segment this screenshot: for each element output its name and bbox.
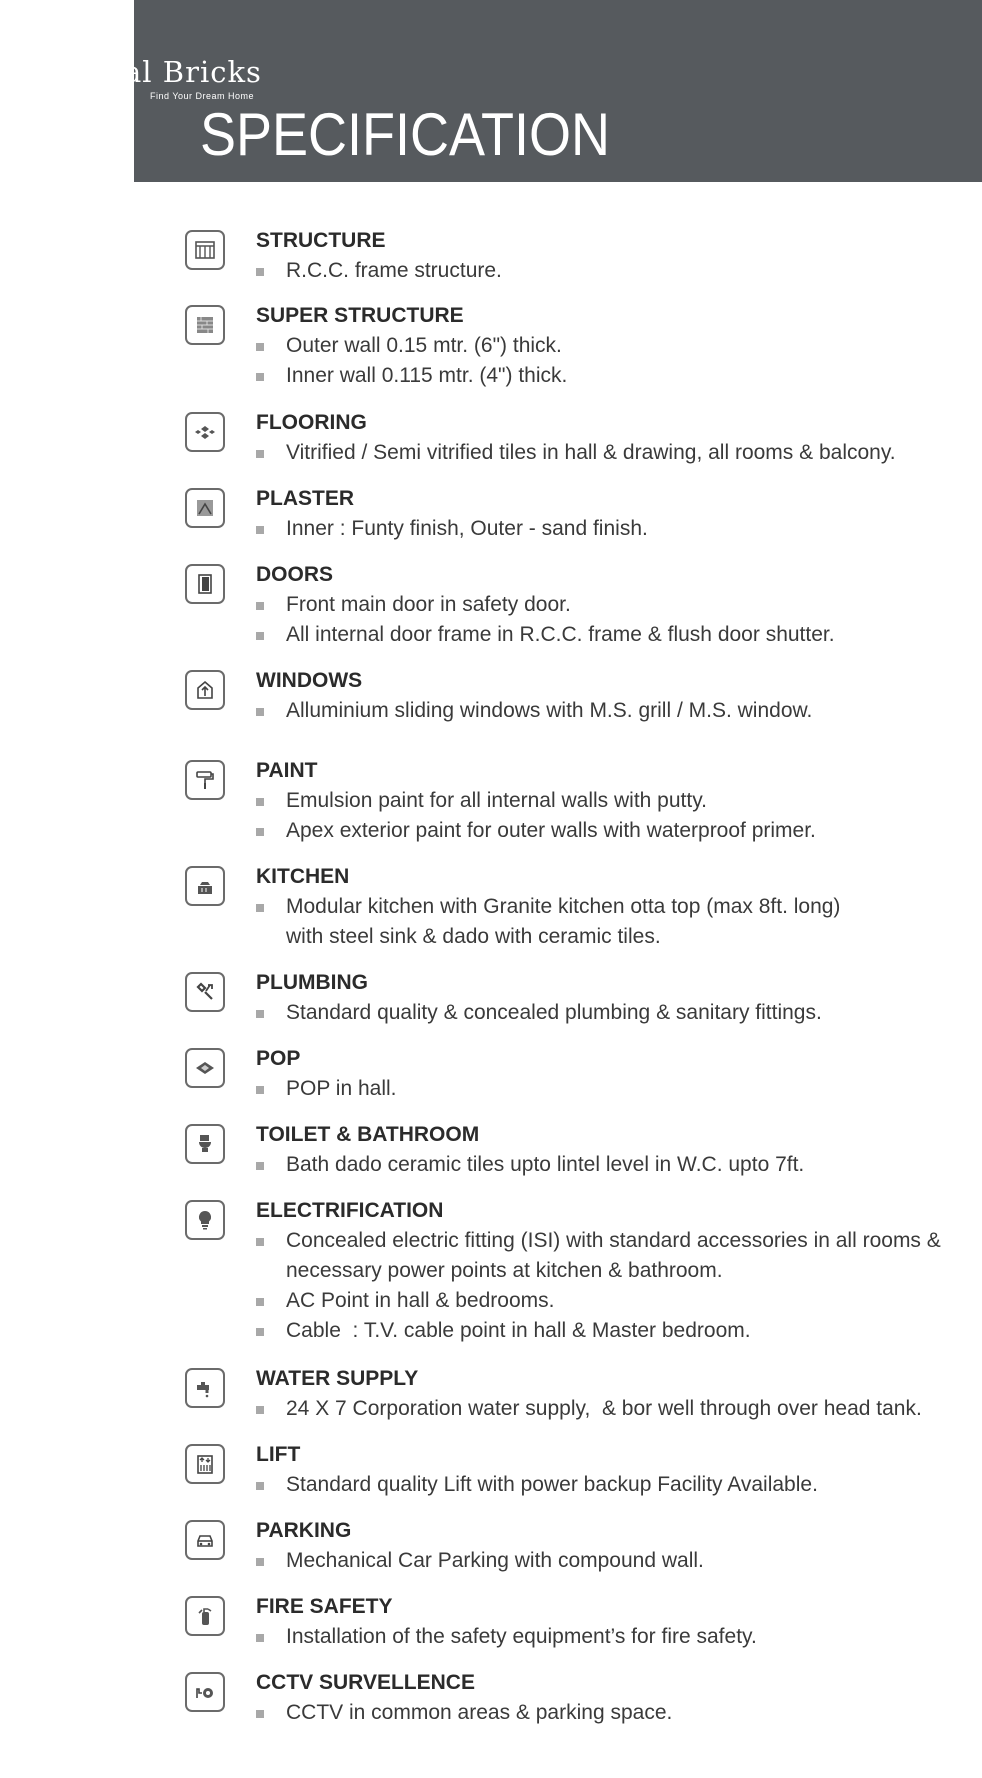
spec-item-list xyxy=(256,256,502,286)
window-icon xyxy=(185,670,225,710)
spec-item-list xyxy=(256,786,816,846)
spec-item-list xyxy=(256,696,812,726)
spec-item-text: 24 X 7 Corporation water supply, & bor well through over head tank. xyxy=(286,1397,922,1420)
spec-title: PLUMBING xyxy=(256,971,368,994)
bullet-icon xyxy=(256,343,264,351)
spec-item-text: Vitrified / Semi vitrified tiles in hall & drawing, all rooms & balcony. xyxy=(286,441,896,464)
spec-item-text: Concealed electric fitting (ISI) with standard accessories in all rooms & necessary power points at kitchen & bathroom. xyxy=(286,1229,941,1282)
spec-item-list xyxy=(256,1698,672,1728)
spec-item xyxy=(256,892,840,952)
spec-title: TOILET & BATHROOM xyxy=(256,1123,480,1146)
floor-tiles-icon xyxy=(185,412,225,452)
spec-item-text: Emulsion paint for all internal walls with putty. xyxy=(286,789,707,812)
spec-item-text: Apex exterior paint for outer walls with waterproof primer. xyxy=(286,819,816,842)
water-tap-icon xyxy=(185,1368,225,1408)
spec-item-list xyxy=(256,590,835,650)
spec-item-text: AC Point in hall & bedrooms. xyxy=(286,1289,555,1312)
spec-item xyxy=(256,514,648,544)
spec-title: PLASTER xyxy=(256,487,355,510)
spec-item xyxy=(256,816,816,846)
spec-title: CCTV SURVELLENCE xyxy=(256,1671,475,1694)
plaster-wall-icon xyxy=(185,488,225,528)
spec-item-text: R.C.C. frame structure. xyxy=(286,259,502,282)
bulb-icon xyxy=(185,1200,225,1240)
bullet-icon xyxy=(256,1558,264,1566)
spec-title: DOORS xyxy=(256,563,334,586)
spec-item xyxy=(256,1150,804,1180)
spec-title: POP xyxy=(256,1047,301,1070)
bullet-icon xyxy=(256,828,264,836)
ceiling-icon xyxy=(185,1048,225,1088)
bullet-icon xyxy=(256,798,264,806)
spec-item xyxy=(256,590,835,620)
spec-item xyxy=(256,1622,757,1652)
spec-item-text: Front main door in safety door. xyxy=(286,593,571,616)
spec-item xyxy=(256,1698,672,1728)
bullet-icon xyxy=(256,268,264,276)
brand-logo xyxy=(124,55,262,101)
brick-wall-icon xyxy=(185,305,225,345)
spec-item xyxy=(256,438,896,468)
spec-item xyxy=(256,1226,941,1286)
spec-item-list xyxy=(256,1470,818,1500)
bullet-icon xyxy=(256,632,264,640)
bullet-icon xyxy=(256,1328,264,1336)
spec-item-list xyxy=(256,892,840,952)
spec-title: PARKING xyxy=(256,1519,352,1542)
bullet-icon xyxy=(256,708,264,716)
bullet-icon xyxy=(256,1634,264,1642)
bullet-icon xyxy=(256,602,264,610)
spec-item-text: Alluminium sliding windows with M.S. grill / M.S. window. xyxy=(286,699,813,722)
spec-item xyxy=(256,361,567,391)
spec-title: ELECTRIFICATION xyxy=(256,1199,444,1222)
spec-item-text: Standard quality Lift with power backup Facility Available. xyxy=(286,1473,818,1496)
spec-item xyxy=(256,331,567,361)
spec-item-text: CCTV in common areas & parking space. xyxy=(286,1701,673,1724)
spec-item-list xyxy=(256,1226,941,1346)
spec-item xyxy=(256,620,835,650)
spec-item-list xyxy=(256,438,896,468)
fire-extinguisher-icon xyxy=(185,1596,225,1636)
lift-icon xyxy=(185,1444,225,1484)
spec-item xyxy=(256,1074,397,1104)
spec-item xyxy=(256,696,812,726)
bullet-icon xyxy=(256,904,264,912)
spec-item-text: Outer wall 0.15 mtr. (6") thick. xyxy=(286,334,562,357)
spec-item-text: All internal door frame in R.C.C. frame & flush door shutter. xyxy=(286,623,835,646)
bullet-icon xyxy=(256,1298,264,1306)
spec-item-list xyxy=(256,998,822,1028)
spec-title: KITCHEN xyxy=(256,865,350,888)
spec-item-text: Installation of the safety equipment’s for fire safety. xyxy=(286,1625,757,1648)
spec-item-text: Bath dado ceramic tiles upto lintel level in W.C. upto 7ft. xyxy=(286,1153,805,1176)
spec-title: WINDOWS xyxy=(256,669,363,692)
cctv-camera-icon xyxy=(185,1672,225,1712)
bullet-icon xyxy=(256,450,264,458)
spec-item-list xyxy=(256,514,648,544)
spec-title: LIFT xyxy=(256,1443,301,1466)
spec-title: SUPER STRUCTURE xyxy=(256,304,464,327)
spec-item-text: Inner : Funty finish, Outer - sand finish. xyxy=(286,517,648,540)
spec-item-text: Standard quality & concealed plumbing & sanitary fittings. xyxy=(286,1001,822,1024)
spec-item xyxy=(256,1470,818,1500)
bullet-icon xyxy=(256,1406,264,1414)
bullet-icon xyxy=(256,373,264,381)
brand-tagline: Find Your Dream Home xyxy=(150,91,255,101)
spec-item-list xyxy=(256,331,567,391)
bullet-icon xyxy=(256,1238,264,1246)
bullet-icon xyxy=(256,526,264,534)
spec-title: PAINT xyxy=(256,759,318,782)
door-icon xyxy=(185,564,225,604)
spec-item xyxy=(256,1394,922,1424)
page-title: SPECIFICATION xyxy=(200,101,611,168)
spec-item-text: Mechanical Car Parking with compound wall. xyxy=(286,1549,704,1572)
brand-name: al Bricks xyxy=(124,55,262,89)
wrench-icon xyxy=(185,972,225,1012)
bullet-icon xyxy=(256,1482,264,1490)
bullet-icon xyxy=(256,1010,264,1018)
spec-item-list xyxy=(256,1074,397,1104)
spec-item xyxy=(256,1286,941,1316)
bullet-icon xyxy=(256,1710,264,1718)
building-icon xyxy=(185,230,225,270)
bullet-icon xyxy=(256,1162,264,1170)
spec-item-text: Cable : T.V. cable point in hall & Master bedroom. xyxy=(286,1319,751,1342)
spec-item xyxy=(256,1546,704,1576)
spec-title: FIRE SAFETY xyxy=(256,1595,393,1618)
spec-item-list xyxy=(256,1546,704,1576)
paint-roller-icon xyxy=(185,760,225,800)
kitchen-icon xyxy=(185,866,225,906)
car-icon xyxy=(185,1520,225,1560)
spec-title: STRUCTURE xyxy=(256,229,386,252)
spec-item-list xyxy=(256,1622,757,1652)
toilet-icon xyxy=(185,1124,225,1164)
spec-item-list xyxy=(256,1394,922,1424)
spec-item-text: Inner wall 0.115 mtr. (4") thick. xyxy=(286,364,568,387)
spec-item xyxy=(256,256,502,286)
spec-item-list xyxy=(256,1150,804,1180)
spec-item xyxy=(256,998,822,1028)
spec-title: FLOORING xyxy=(256,411,367,434)
spec-item-text: Modular kitchen with Granite kitchen otta top (max 8ft. long) with steel sink & dado with ceramic tiles. xyxy=(286,895,841,948)
spec-item-text: POP in hall. xyxy=(286,1077,397,1100)
spec-title: WATER SUPPLY xyxy=(256,1367,419,1390)
spec-item xyxy=(256,1316,941,1346)
spec-item xyxy=(256,786,816,816)
bullet-icon xyxy=(256,1086,264,1094)
